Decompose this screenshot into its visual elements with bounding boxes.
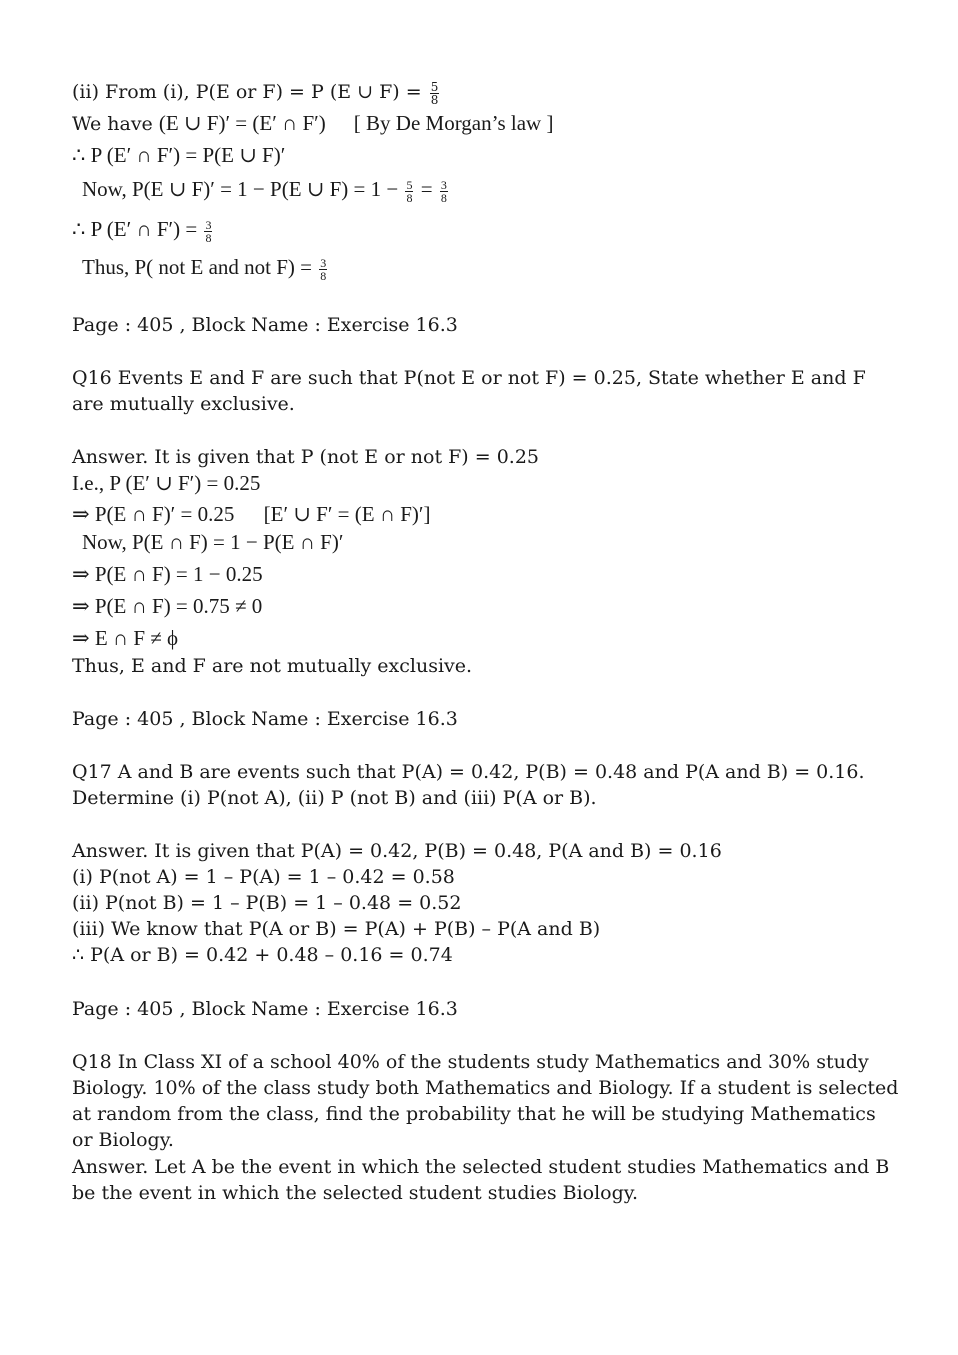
page-reference-3: Page : 405 , Block Name : Exercise 16.3 [72, 998, 458, 1020]
page-reference-2: Page : 405 , Block Name : Exercise 16.3 [72, 708, 458, 730]
q17-step-3: (iii) We know that P(A or B) = P(A) + P(B) – P(A and B) [72, 918, 601, 940]
part-ii-line [72, 79, 441, 106]
q16-step-2-note: [E′ ∪ F′ = (E ∩ F)′] [263, 502, 431, 526]
part-ii-text: (ii) From (i), P(E or F) = P (E ∪ F) = [72, 81, 422, 103]
q17-step-4: ∴ P(A or B) = 0.42 + 0.48 – 0.16 = 0.74 [72, 944, 453, 966]
q16-step-6: ⇒ E ∩ F ≠ ϕ [72, 626, 179, 650]
fraction-3-8-c: $\frac{3}{8}$ [320, 255, 327, 283]
q16-answer-intro: Answer. It is given that P (not E or not F) = 0.25 [72, 446, 540, 468]
thus-line [82, 254, 329, 282]
q16-question: Q16 Events E and F are such that P(not E or not F) = 0.25, State whether E and F are mutually exclusive. [72, 367, 866, 415]
fraction-3-8-b: $\frac{3}{8}$ [205, 217, 212, 245]
q17-question: Q17 A and B are events such that P(A) = 0.42, P(B) = 0.48 and P(A and B) = 0.16. Determine (i) P(not A), (ii) P (not B) and (iii) P(A or B). [72, 761, 865, 809]
de-morgan-equation: (E ∪ F)′ = (E′ ∩ F′) [158, 111, 326, 135]
q16-conclusion: Thus, E and F are not mutually exclusive. [72, 655, 473, 677]
de-morgan-note: [ By De Morgan’s law ] [353, 111, 554, 135]
q16-step-2: ⇒ P(E ∩ F)′ = 0.25 [E′ ∪ F′ = (E ∩ F)′] [72, 502, 431, 526]
q17-step-2: (ii) P(not B) = 1 – P(B) = 1 – 0.48 = 0.52 [72, 892, 462, 914]
q16-step-1: I.e., P (E′ ∪ F′) = 0.25 [72, 471, 261, 495]
fraction-5-8: $\frac{5}{8}$ [430, 79, 439, 107]
q17-step-1: (i) P(not A) = 1 – P(A) = 1 – 0.42 = 0.58 [72, 866, 455, 888]
de-morgan-line [72, 110, 553, 137]
therefore-line-2 [72, 216, 214, 244]
q16-step-3: Now, P(E ∩ F) = 1 − P(E ∩ F)′ [82, 530, 344, 554]
q18-question: Q18 In Class XI of a school 40% of the students study Mathematics and 30% study Biology. 10% of the class study both Mathematics and Biology. If a student is selected at random from the class, find the probability that he will be studying Mathematics or Biology. [72, 1051, 899, 1151]
now-line [82, 176, 450, 204]
page-reference-1: Page : 405 , Block Name : Exercise 16.3 [72, 314, 458, 336]
therefore-equation: ∴ P (E′ ∩ F′) = [72, 217, 198, 241]
q16-step-5: ⇒ P(E ∩ F) = 0.75 ≠ 0 [72, 594, 263, 618]
we-have-text: We have [72, 113, 153, 135]
fraction-5-8-b: $\frac{5}{8}$ [406, 177, 413, 205]
fraction-3-8: $\frac{3}{8}$ [440, 177, 447, 205]
q18-answer-intro: Answer. Let A be the event in which the selected student studies Mathematics and B be the event in which the selected student studies Biology. [72, 1156, 890, 1204]
thus-equation: Thus, P( not E and not F) = [82, 255, 313, 279]
q17-answer-intro: Answer. It is given that P(A) = 0.42, P(B) = 0.48, P(A and B) = 0.16 [72, 840, 722, 862]
q16-step-4: ⇒ P(E ∩ F) = 1 − 0.25 [72, 562, 263, 586]
equals-sign: = [420, 177, 433, 201]
now-equation: Now, P(E ∪ F)′ = 1 − P(E ∪ F) = 1 − [82, 177, 399, 201]
therefore-line-1: ∴ P (E′ ∩ F′) = P(E ∪ F)′ [72, 143, 286, 167]
